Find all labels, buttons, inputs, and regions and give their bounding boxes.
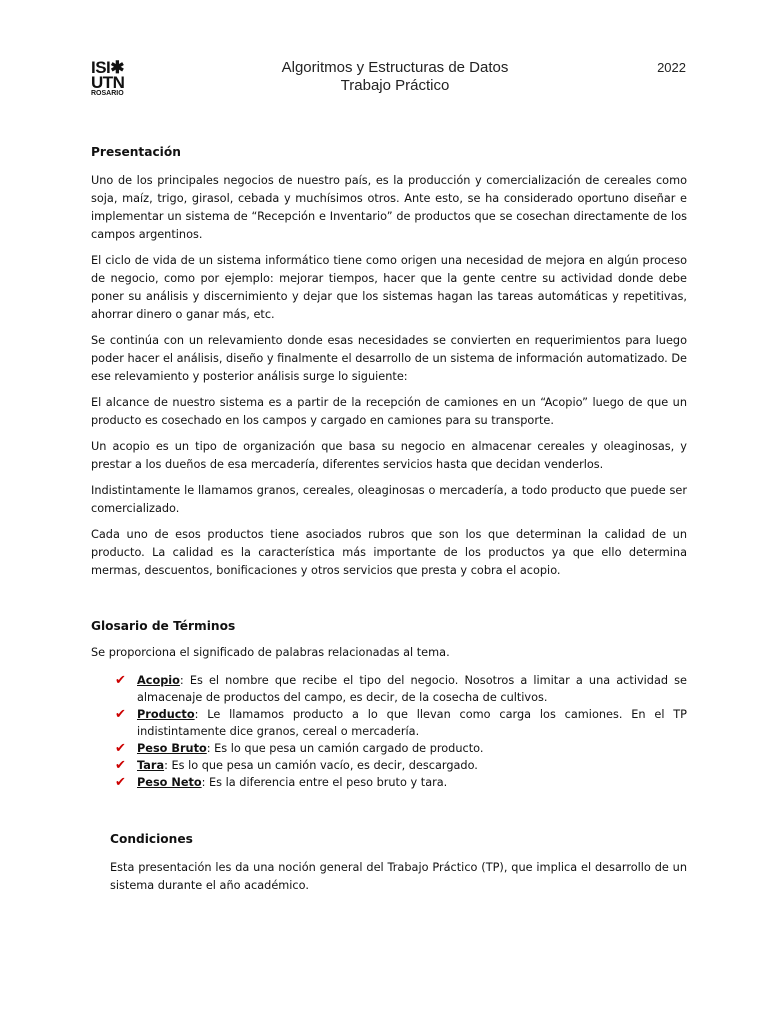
glossary-term: Peso Neto: [137, 776, 202, 789]
checkmark-icon: ✔: [115, 758, 126, 773]
logo-line-isi: ISI✱: [91, 58, 125, 77]
glossary-item-tara: [91, 757, 687, 774]
glossary-definition: : Le llamamos producto a lo que llevan como carga los camiones. En el TP indistintamente dice granos, cereal o mercadería.: [137, 708, 687, 738]
glossary-intro: Se proporciona el significado de palabras relacionadas al tema.: [91, 646, 450, 659]
glossary-item-acopio: [91, 672, 687, 706]
glossary-definition: : Es la diferencia entre el peso bruto y tara.: [201, 776, 448, 789]
glossary-term: Tara: [137, 759, 165, 772]
section-title-condiciones: Condiciones: [110, 832, 193, 846]
paragraph: El ciclo de vida de un sistema informático tiene como origen una necesidad de mejora en algún proceso de negocio, como por ejemplo: mejorar tiempos, hacer que la gente centre su actividad donde debe poner su análisis y discernimiento y dejar que los sistemas hagan las tareas automáticas y repetitivas, ahorrar dinero o ganar más, etc.: [91, 254, 687, 321]
checkmark-icon: ✔: [115, 775, 126, 790]
document-header-title: [230, 59, 560, 95]
section-title-glosario: Glosario de Términos: [91, 619, 236, 633]
glossary-term: Acopio: [137, 674, 180, 687]
glossary-term: Producto: [137, 708, 195, 721]
glossary-item-producto: [91, 706, 687, 740]
glossary-term: Peso Bruto: [137, 742, 207, 755]
isi-utn-logo: [91, 60, 131, 100]
paragraph: Se continúa con un relevamiento donde esas necesidades se convierten en requerimientos para luego poder hacer el análisis, diseño y finalmente el desarrollo de un sistema de información automatizado. De ese relevamiento y posterior análisis surge lo siguiente:: [91, 334, 687, 383]
glossary-definition: : Es lo que pesa un camión cargado de producto.: [206, 742, 484, 755]
checkmark-icon: ✔: [115, 673, 126, 688]
header-title-line2: Trabajo Práctico: [340, 77, 450, 94]
paragraph: Indistintamente le llamamos granos, cereales, oleaginosas o mercadería, a todo producto que puede ser comercializado.: [91, 484, 687, 515]
logo-line-rosario: ROSARIO: [91, 90, 124, 97]
paragraph: Un acopio es un tipo de organización que basa su negocio en almacenar cereales y oleaginosas, y prestar a los dueños de esa mercadería, diferentes servicios hasta que decidan venderlos.: [91, 440, 687, 471]
glossary-list: [91, 672, 687, 791]
checkmark-icon: ✔: [115, 707, 126, 722]
paragraph: Uno de los principales negocios de nuestro país, es la producción y comercialización de cereales como soja, maíz, trigo, girasol, cebada y muchísimos otros. Ante esto, se ha considerado oportuno diseñar e implementar un sistema de “Recepción e Inventario” de productos que se cosechan directamente de los campos argentinos.: [91, 174, 687, 241]
checkmark-icon: ✔: [115, 741, 126, 756]
section-title-presentacion: Presentación: [91, 145, 181, 159]
header-year: 2022: [657, 60, 686, 75]
paragraph: El alcance de nuestro sistema es a partir de la recepción de camiones en un “Acopio” luego de que un producto es cosechado en los campos y cargado en camiones para su transporte.: [91, 396, 687, 427]
glossary-item-peso-neto: [91, 774, 687, 791]
paragraph: Esta presentación les da una noción general del Trabajo Práctico (TP), que implica el desarrollo de un sistema durante el año académico.: [110, 861, 687, 892]
glossary-item-peso-bruto: [91, 740, 687, 757]
header-title-line1: Algoritmos y Estructuras de Datos: [281, 59, 509, 76]
glossary-definition: : Es lo que pesa un camión vacío, es decir, descargado.: [164, 759, 478, 772]
glossary-definition: : Es el nombre que recibe el tipo del negocio. Nosotros a limitar a una actividad se almacenaje de productos del campo, es decir, de la cosecha de cultivos.: [137, 674, 687, 704]
paragraph: Cada uno de esos productos tiene asociados rubros que son los que determinan la calidad de un producto. La calidad es la característica más importante de los productos ya que ello determina mermas, descuentos, bonificaciones y otros servicios que presta y cobra el acopio.: [91, 528, 687, 577]
logo-line-utn: UTN: [91, 73, 125, 92]
document-body: [91, 142, 687, 895]
